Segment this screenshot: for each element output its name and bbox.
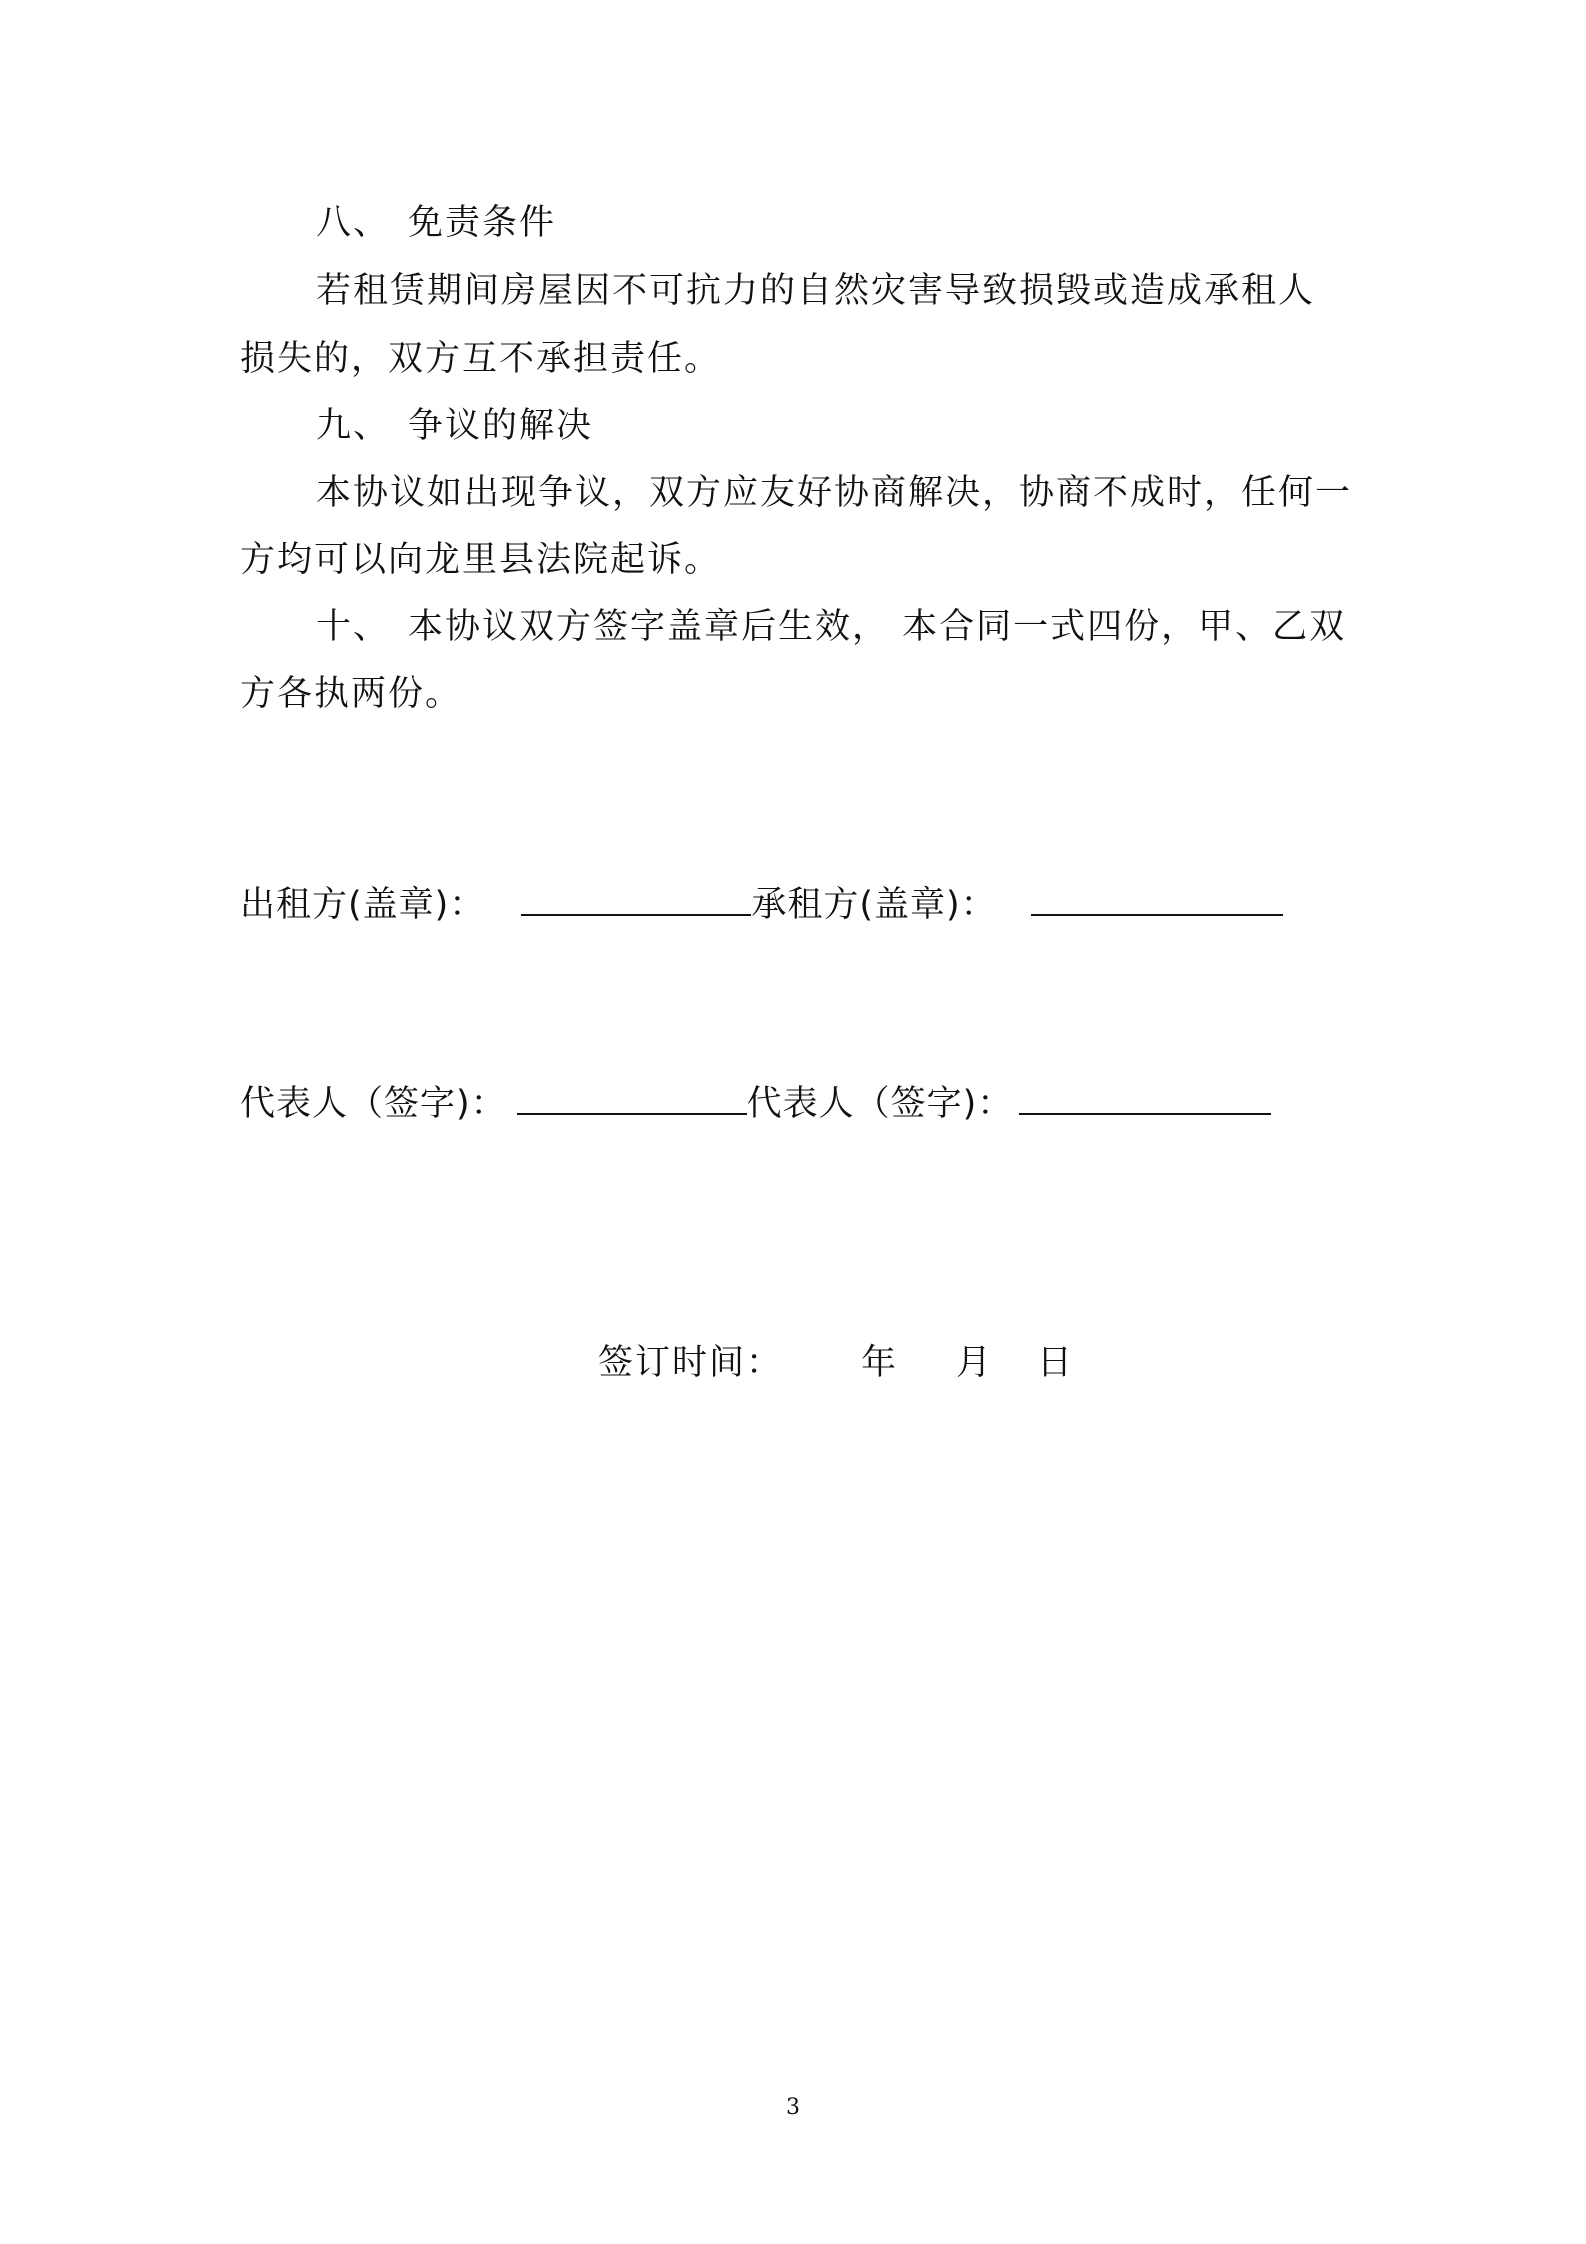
lessor-seal-label: 出租方(盖章)： — [240, 885, 486, 925]
section-8-body-line-1: 若租赁期间房屋因不可抗力的自然灾害导致损毁或造成承租人 — [316, 271, 1316, 311]
section-8-title: 免责条件 — [408, 203, 557, 243]
lessee-seal-label: 承租方(盖章)： — [751, 885, 997, 925]
section-8-heading — [316, 198, 556, 248]
representative-signature-row — [240, 1079, 1271, 1129]
section-8-number: 八、 — [316, 203, 391, 243]
signing-date-day: 日 — [1037, 1343, 1075, 1383]
section-10-number: 十、 — [316, 607, 391, 647]
section-9-body-line-2: 方均可以向龙里县法院起诉。 — [240, 540, 722, 580]
section-10-text-line-1: 本协议双方签字盖章后生效， 本合同一式四份，甲、乙双 — [408, 607, 1347, 647]
signing-date-label: 签订时间： — [598, 1343, 784, 1383]
seal-signature-row — [240, 880, 1283, 930]
lessee-representative-label: 代表人（签字)： — [746, 1084, 1014, 1124]
section-8-body-line-2: 损失的，双方互不承担责任。 — [240, 339, 722, 379]
section-9-body-line-1: 本协议如出现争议，双方应友好协商解决，协商不成时，任何一 — [316, 473, 1353, 513]
section-9-heading — [316, 401, 593, 451]
signing-date-year: 年 — [861, 1343, 899, 1383]
signing-date-month: 月 — [956, 1343, 994, 1383]
section-9-title: 争议的解决 — [408, 406, 594, 446]
lessee-representative-blank[interactable] — [1019, 1079, 1271, 1115]
lessor-representative-label: 代表人（签字)： — [240, 1084, 507, 1124]
section-10-line-1 — [316, 602, 1346, 652]
lessor-seal-blank[interactable] — [521, 880, 751, 916]
lessor-representative-blank[interactable] — [517, 1079, 747, 1115]
page-number: 3 — [786, 2095, 800, 2120]
lessee-seal-blank[interactable] — [1031, 880, 1283, 916]
section-9-number: 九、 — [316, 406, 391, 446]
section-10-text-line-2: 方各执两份。 — [240, 674, 463, 714]
signing-date-row — [598, 1338, 1074, 1388]
